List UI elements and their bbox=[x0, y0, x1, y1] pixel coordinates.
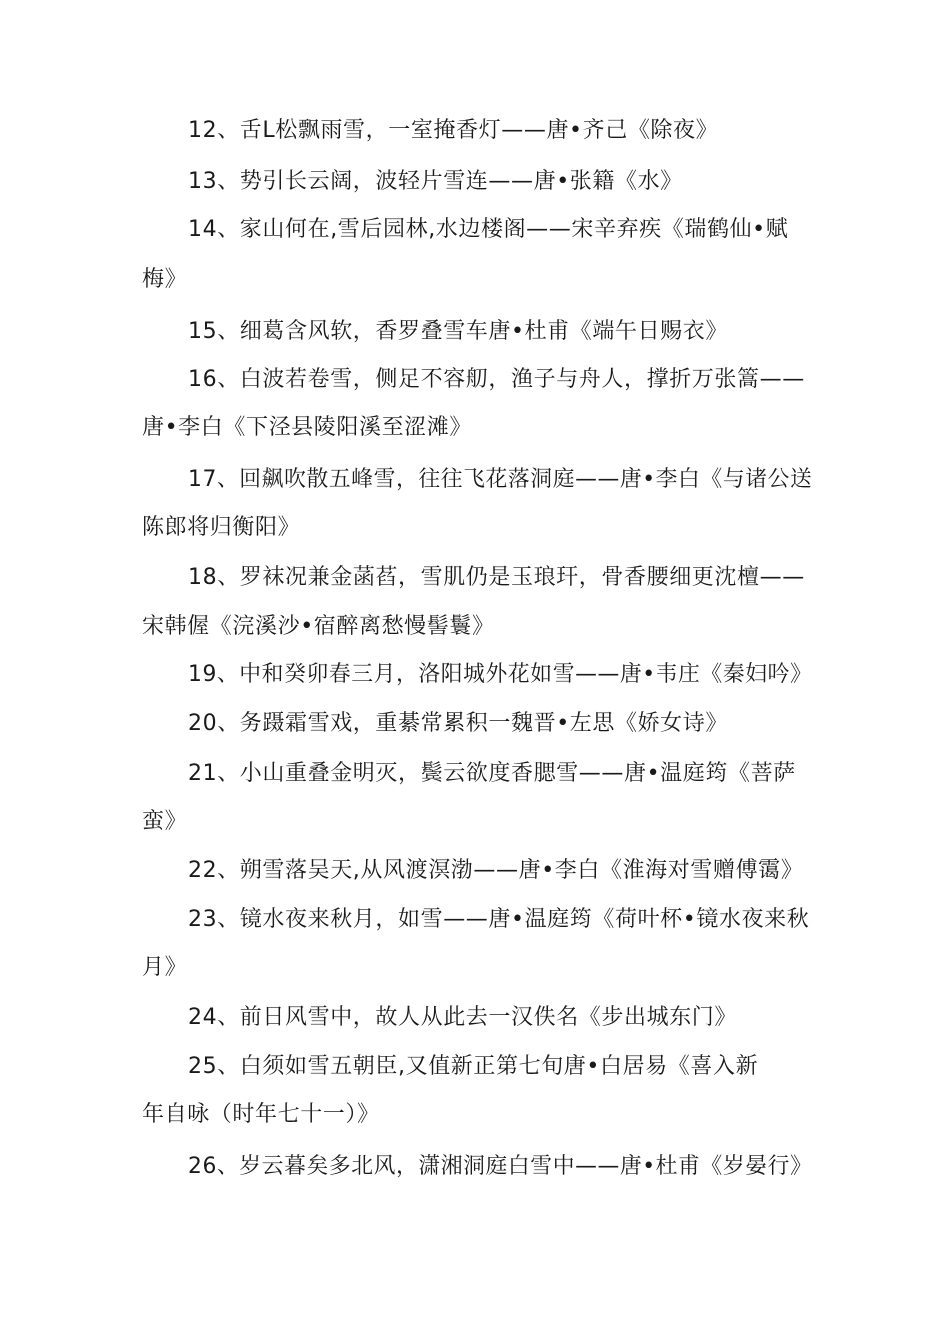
poem-line-17-continued: 陈郎将归衡阳》 bbox=[142, 515, 301, 540]
poem-line-14-continued: 梅》 bbox=[142, 267, 188, 292]
poem-line-12: 12、舌L松飘雨雪，一室掩香灯——唐•齐己《除夜》 bbox=[188, 118, 719, 143]
poem-line-24: 24、前日风雪中，故人从此去一汉佚名《步出城东门》 bbox=[188, 1005, 737, 1030]
poem-line-23-continued: 月》 bbox=[142, 955, 188, 980]
poem-line-20: 20、务蹑霜雪戏，重綦常累积一魏晋•左思《娇女诗》 bbox=[188, 711, 728, 736]
poem-line-25: 25、白须如雪五朝臣,又值新正第七旬唐•白居易《喜入新 bbox=[188, 1054, 759, 1079]
poem-line-18-continued: 宋韩偓《浣溪沙•宿醉离愁慢髻鬟》 bbox=[142, 614, 495, 639]
poem-line-22: 22、朔雪落吴天,从风渡溟渤——唐•李白《淮海对雪赠傅霭》 bbox=[188, 858, 804, 883]
poem-line-26: 26、岁云暮矣多北风，潇湘洞庭白雪中——唐•杜甫《岁晏行》 bbox=[188, 1154, 813, 1179]
poem-line-18: 18、罗袜况兼金菡萏，雪肌仍是玉琅玕，骨香腰细更沈檀—— bbox=[188, 565, 805, 590]
poem-line-19: 19、中和癸卯春三月，洛阳城外花如雪——唐•韦庄《秦妇吟》 bbox=[188, 662, 813, 687]
poem-line-21-continued: 蛮》 bbox=[142, 809, 188, 834]
poem-line-14: 14、家山何在,雪后园林,水边楼阁——宋辛弃疾《瑞鹤仙•赋 bbox=[188, 217, 789, 242]
poem-line-23: 23、镜水夜来秋月，如雪——唐•温庭筠《荷叶杯•镜水夜来秋 bbox=[188, 907, 810, 932]
poem-line-15: 15、细葛含风软，香罗叠雪车唐•杜甫《端午日赐衣》 bbox=[188, 319, 728, 344]
poem-line-21: 21、小山重叠金明灭，鬓云欲度香腮雪——唐•温庭筠《菩萨 bbox=[188, 761, 796, 786]
poem-line-13: 13、势引长云阔，波轻片雪连——唐•张籍《水》 bbox=[188, 169, 683, 194]
poem-line-16: 16、白波若卷雪，侧足不容舠，渔子与舟人，撑折万张篙—— bbox=[188, 367, 805, 392]
poem-line-17: 17、回飙吹散五峰雪，往往飞花落洞庭——唐•李白《与诸公送 bbox=[188, 467, 813, 492]
poem-line-25-continued: 年自咏（时年七十一）》 bbox=[142, 1102, 380, 1127]
poem-line-16-continued: 唐•李白《下泾县陵阳溪至涩滩》 bbox=[142, 415, 472, 440]
